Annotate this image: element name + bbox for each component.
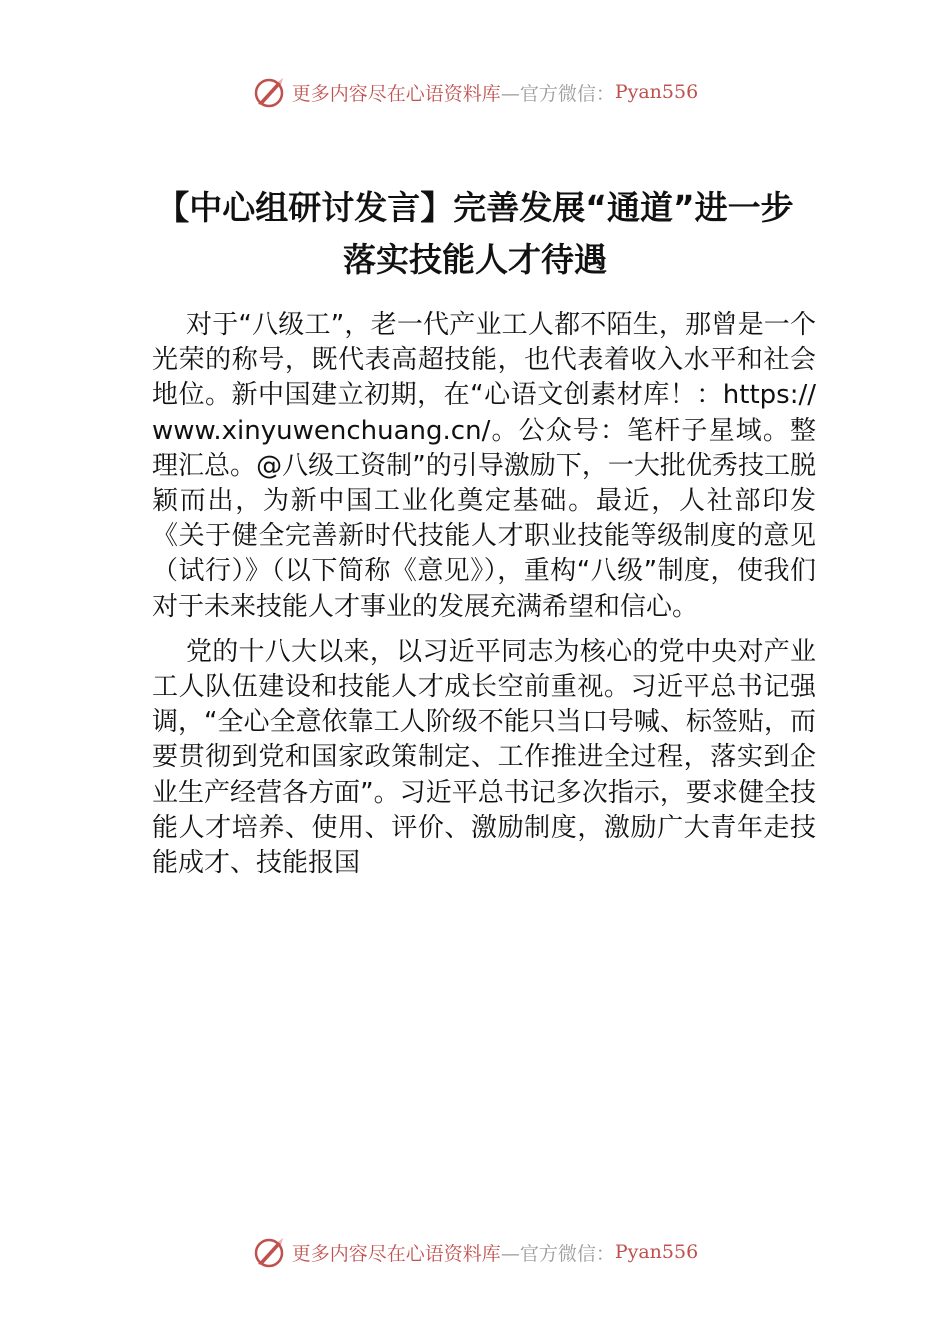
document-body	[152, 308, 816, 891]
pen-in-circle-icon	[252, 1234, 288, 1270]
paragraph: 对于“八级工”，老一代产业工人都不陌生，那曾是一个光荣的称号，既代表高超技能，也代表着收入水平和社会地位。新中国建立初期，在“心语文创素材库！：https://www.xinyuwenchuang.cn/。公众号：笔杆子星域。整理汇总。@八级工资制”的引导激励下，一大批优秀技工脱颖而出，为新中国工业化奠定基础。最近，人社部印发《关于健全完善新时代技能人才职业技能等级制度的意见（试行）》（以下简称《意见》），重构“八级”制度，使我们对于未来技能人才事业的发展充满希望和信心。	[152, 310, 816, 622]
footer-watermark	[0, 1232, 950, 1272]
paragraph: 党的十八大以来，以习近平同志为核心的党中央对产业工人队伍建设和技能人才成长空前重视。习近平总书记强调，“全心全意依靠工人阶级不能只当口号喊、标签贴，而要贯彻到党和国家政策制定、工作推进全过程，落实到企业生产经营各方面”。习近平总书记多次指示，要求健全技能人才培养、使用、评价、激励制度，激励广大青年走技能成才、技能报国	[152, 636, 816, 879]
watermark-separator: —官方微信：	[500, 1242, 615, 1265]
header-watermark	[0, 72, 950, 112]
watermark-wechat-id: Pyan556	[614, 81, 699, 103]
watermark-wechat-id: Pyan556	[614, 1241, 699, 1263]
pen-in-circle-icon	[252, 74, 288, 110]
watermark-separator: —官方微信：	[500, 82, 615, 105]
watermark-text: 更多内容尽在心语资料库	[291, 82, 501, 105]
watermark-text: 更多内容尽在心语资料库	[291, 1242, 501, 1265]
document-title: 【中心组研讨发言】完善发展“通道”进一步落实技能人才待遇	[156, 188, 794, 280]
